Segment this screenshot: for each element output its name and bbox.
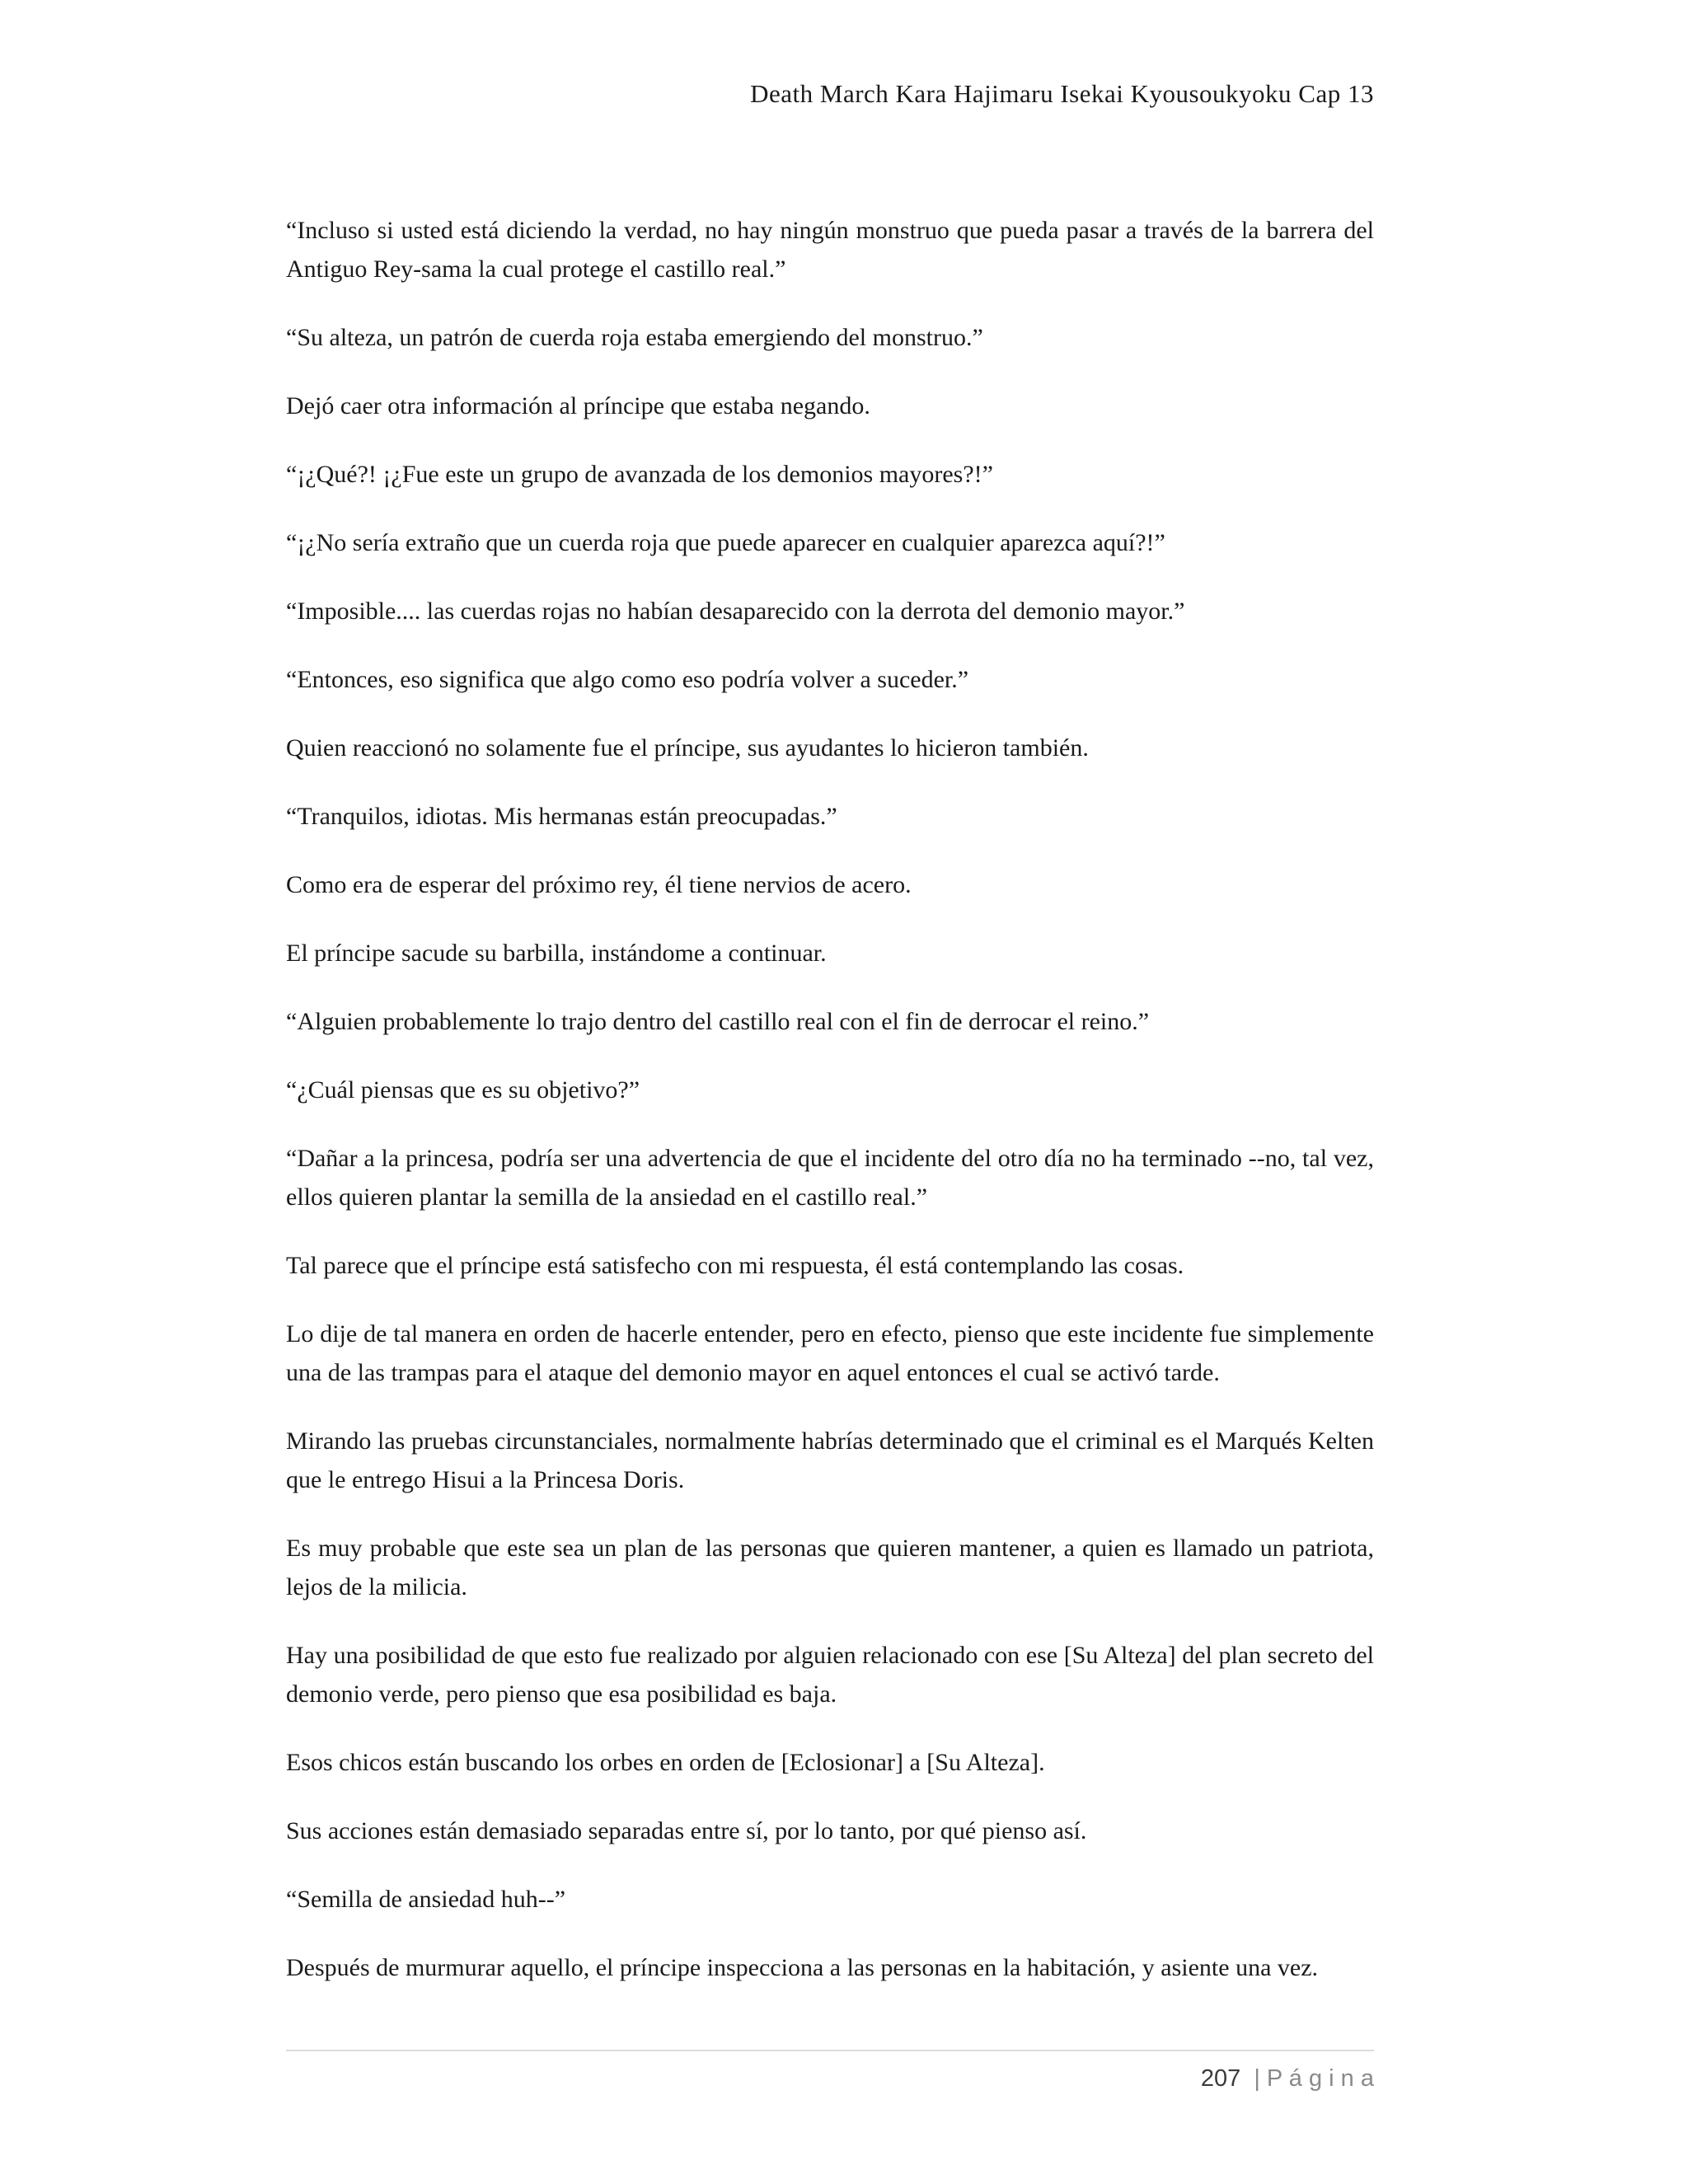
- paragraph: “Semilla de ansiedad huh--”: [286, 1886, 566, 1913]
- paragraph: “Imposible.... las cuerdas rojas no habían desaparecido con la derrota del demonio mayor.”: [286, 598, 1185, 625]
- paragraph: Sus acciones están demasiado separadas entre sí, por lo tanto, por qué pienso así.: [286, 1817, 1087, 1844]
- paragraph: “Incluso si usted está diciendo la verdad, no hay ningún monstruo que pueda pasar a través de la barrera del Antiguo Rey-sama la cual protege el castillo real.”: [286, 217, 1374, 283]
- paragraph: “Tranquilos, idiotas. Mis hermanas están preocupadas.”: [286, 803, 837, 830]
- paragraph: Como era de esperar del próximo rey, él tiene nervios de acero.: [286, 871, 912, 898]
- paragraph: Hay una posibilidad de que esto fue realizado por alguien relacionado con ese [Su Alteza] del plan secreto del demonio verde, pero pienso que esa posibilidad es baja.: [286, 1642, 1374, 1708]
- paragraph: Tal parece que el príncipe está satisfecho con mi respuesta, él está contemplando las cosas.: [286, 1252, 1184, 1279]
- paragraph: Después de murmurar aquello, el príncipe inspecciona a las personas en la habitación, y asiente una vez.: [286, 1954, 1319, 1981]
- paragraph: “Alguien probablemente lo trajo dentro del castillo real con el fin de derrocar el reino.”: [286, 1008, 1150, 1035]
- document-body: [286, 211, 1374, 2017]
- page-number: 207: [1200, 2065, 1241, 2092]
- page-label: | P á g i n a: [1254, 2065, 1374, 2092]
- paragraph: Mirando las pruebas circunstanciales, normalmente habrías determinado que el criminal es el Marqués Kelten que le entrego Hisui a la Princesa Doris.: [286, 1427, 1374, 1493]
- paragraph: Quien reaccionó no solamente fue el príncipe, sus ayudantes lo hicieron también.: [286, 734, 1089, 762]
- paragraph: Dejó caer otra información al príncipe que estaba negando.: [286, 392, 870, 419]
- page-footer: [1201, 2065, 1374, 2093]
- paragraph: “Entonces, eso significa que algo como eso podría volver a suceder.”: [286, 666, 969, 693]
- paragraph: “¡¿Qué?! ¡¿Fue este un grupo de avanzada de los demonios mayores?!”: [286, 461, 993, 488]
- paragraph: Lo dije de tal manera en orden de hacerle entender, pero en efecto, pienso que este incidente fue simplemente una de las trampas para el ataque del demonio mayor en aquel entonces el cual se activó tarde.: [286, 1320, 1374, 1386]
- page-header-title: Death March Kara Hajimaru Isekai Kyousoukyoku Cap 13: [750, 79, 1374, 108]
- paragraph: Es muy probable que este sea un plan de las personas que quieren mantener, a quien es llamado un patriota, lejos de la milicia.: [286, 1535, 1374, 1601]
- paragraph: “¡¿No sería extraño que un cuerda roja que puede aparecer en cualquier aparezca aquí?!”: [286, 529, 1165, 556]
- paragraph: El príncipe sacude su barbilla, instándome a continuar.: [286, 940, 827, 967]
- paragraph: “Dañar a la princesa, podría ser una advertencia de que el incidente del otro día no ha terminado --no, tal vez, ellos quieren plantar la semilla de la ansiedad en el castillo real.”: [286, 1145, 1374, 1211]
- paragraph: “Su alteza, un patrón de cuerda roja estaba emergiendo del monstruo.”: [286, 324, 983, 351]
- footer-divider: [286, 2050, 1374, 2051]
- paragraph: “¿Cuál piensas que es su objetivo?”: [286, 1076, 640, 1104]
- paragraph: Esos chicos están buscando los orbes en orden de [Eclosionar] a [Su Alteza].: [286, 1749, 1045, 1776]
